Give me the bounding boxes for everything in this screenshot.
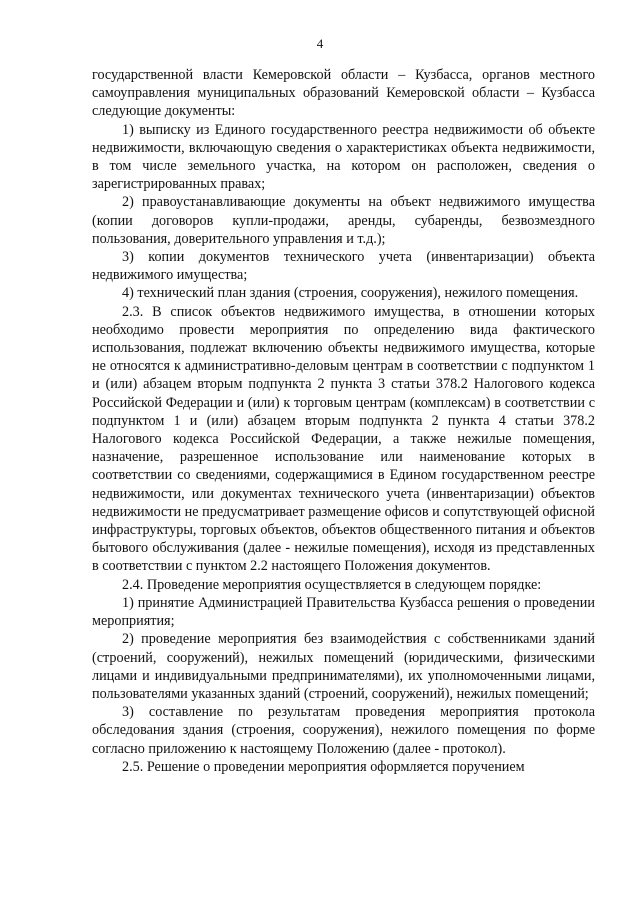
paragraph-2-3: 2.3. В список объектов недвижимого имущества, в отношении которых необходимо провести мероприятия по определению вида фактического использования, подлежат включению объекты недвижимого имущества, которые не относятся к административно-деловым центрам в соответствии с подпунктом 1 и (или) абзацем вторым подпункта 2 пункта 3 статьи 378.2 Налогового кодекса Российской Федерации и (или) к торговым центрам (комплексам) в соответствии с подпунктом 1 и (или) абзацем вторым подпункта 2 пункта 4 статьи 378.2 Налогового кодекса Российской Федерации, а также нежилые помещения, назначение, разрешенное использование или наименование которых в соответствии со сведениями, содержащимися в Едином государственном реестре недвижимости, или документах технического учета (инвентаризации) объектов недвижимости не предусматривает размещение офисов и сопутствующей офисной инфраструктуры, торговых объектов, объектов общественного питания и объектов бытового обслуживания (далее - нежилые помещения), исходя из представленных в соответствии с пунктом 2.2 настоящего Положения документов.	[92, 303, 595, 575]
paragraph-item-1-egrn-extract: 1) выписку из Единого государственного реестра недвижимости об объекте недвижимости, включающую сведения о характеристиках объекта недвижимости, в том числе земельного участка, на котором он расположен, сведения о зарегистрированных правах;	[92, 121, 595, 193]
paragraph-item-2-title-documents: 2) правоустанавливающие документы на объект недвижимого имущества (копии договоров купли-продажи, аренды, субаренды, безвозмездного пользования, доверительного управления и т.д.);	[92, 194, 595, 247]
paragraph-item-3-technical-records: 3) копии документов технического учета (инвентаризации) объекта недвижимого имущества;	[92, 249, 595, 284]
document-body	[92, 66, 595, 776]
paragraph-2-4-item-2: 2) проведение мероприятия без взаимодействия с собственниками зданий (строений, сооружений), нежилых помещений (юридическими, физическими лицами и индивидуальными предпринимателями), их уполномоченными лицами, пользователями указанных зданий (строений, сооружений), нежилых помещений;	[92, 631, 595, 702]
page-number: 4	[316, 36, 324, 51]
paragraph-item-4-technical-plan: 4) технический план здания (строения, сооружения), нежилого помещения.	[122, 285, 579, 302]
paragraph-continuation: государственной власти Кемеровской области – Кузбасса, органов местного самоуправления муниципальных образований Кемеровской области – Кузбасса следующие документы:	[92, 67, 595, 120]
paragraph-2-5: 2.5. Решение о проведении мероприятия оформляется поручением	[122, 758, 525, 775]
paragraph-2-4: 2.4. Проведение мероприятия осуществляется в следующем порядке:	[122, 576, 542, 593]
paragraph-2-4-item-1: 1) принятие Администрацией Правительства Кузбасса решения о проведении мероприятия;	[92, 594, 595, 630]
paragraph-2-4-item-3: 3) составление по результатам проведения мероприятия протокола обследования здания (строения, сооружения), нежилого помещения по форме согласно приложению к настоящему Положению (далее - протокол).	[92, 704, 595, 757]
